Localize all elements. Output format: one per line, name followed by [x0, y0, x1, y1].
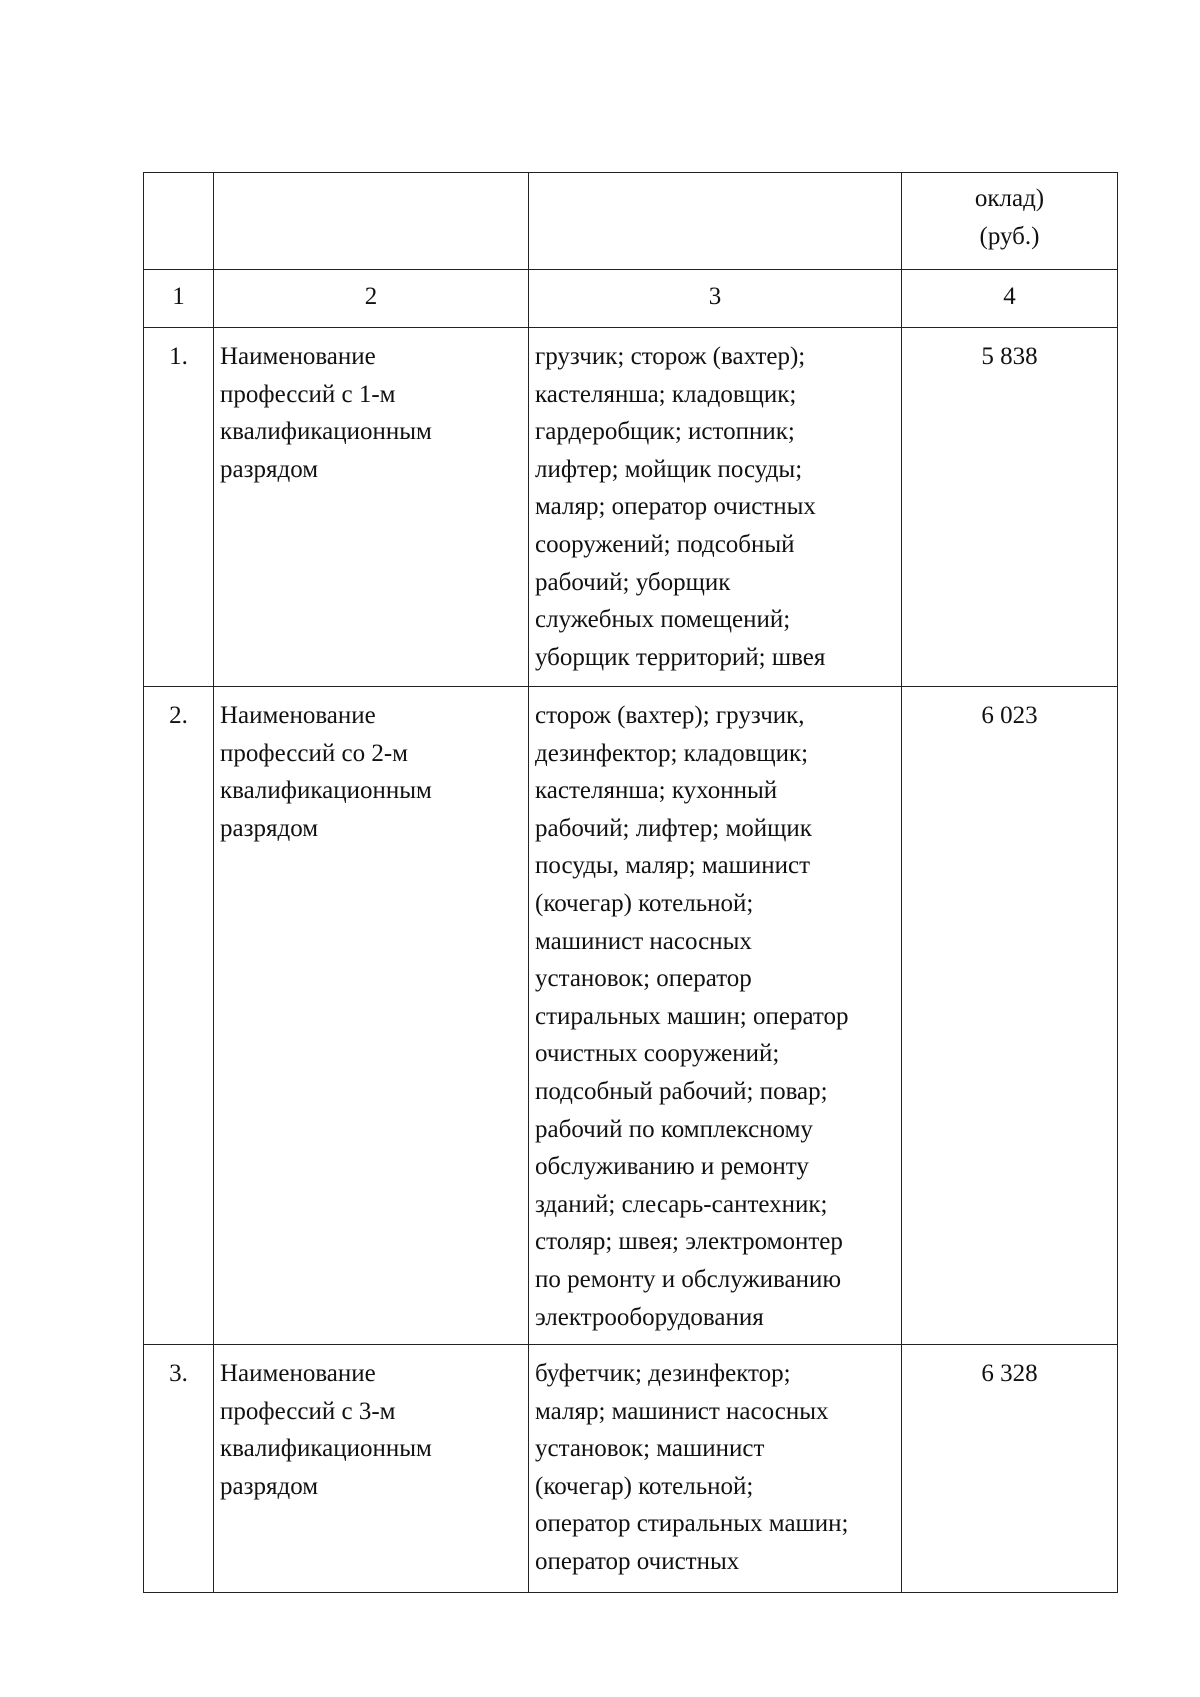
cell-text-line: оператор очистных [535, 1547, 740, 1575]
salary-value: 6 328 [902, 1345, 1118, 1593]
row-number: 1. [144, 328, 214, 687]
cell-text-line: оператор стиральных машин; [535, 1510, 849, 1538]
column-number: 4 [902, 270, 1118, 328]
qualification-group-cell [214, 328, 529, 687]
cell-text-line: рабочий по комплексному [535, 1115, 813, 1143]
table-row [144, 687, 1118, 1345]
cell-text-line: кастелянша; кладовщик; [535, 380, 797, 408]
cell-text-line: столяр; швея; электромонтер [535, 1228, 843, 1256]
row-number: 2. [144, 687, 214, 1345]
cell-text-line: дезинфектор; кладовщик; [535, 739, 809, 767]
cell-text-line: гардеробщик; истопник; [535, 418, 795, 446]
professions-cell [529, 328, 902, 687]
cell-text-line: электрооборудования [535, 1303, 764, 1331]
cell-text-line: установок; оператор [535, 965, 752, 993]
cell-text-line: сооружений; подсобный [535, 530, 795, 558]
cell-text-line: посуды, маляр; машинист [535, 852, 810, 880]
cell-text-line: квалификационным [220, 1435, 432, 1463]
cell-text-line: обслуживанию и ремонту [535, 1153, 809, 1181]
cell-text-line: очистных сооружений; [535, 1040, 780, 1068]
header-salary-line: оклад) [974, 185, 1045, 212]
cell-text-line: кастелянша; кухонный [535, 777, 778, 805]
column-number: 2 [214, 270, 529, 328]
professions-cell [529, 1345, 902, 1593]
cell-text-line: по ремонту и обслуживанию [535, 1265, 842, 1293]
cell-text-line: рабочий; уборщик [535, 568, 731, 596]
column-number: 3 [529, 270, 902, 328]
cell-text-line: стиральных машин; оператор [535, 1002, 849, 1030]
cell-text-line: сторож (вахтер); грузчик, [535, 702, 805, 729]
cell-text-line: разрядом [220, 814, 319, 842]
cell-text-line: лифтер; мойщик посуды; [535, 455, 803, 483]
cell-text-line: служебных помещений; [535, 606, 791, 634]
cell-text-line: разрядом [220, 455, 319, 483]
cell-text-line: рабочий; лифтер; мойщик [535, 814, 812, 842]
cell-text-line: квалификационным [220, 418, 432, 446]
header-cell-salary [902, 173, 1118, 270]
cell-text-line: профессий с 3-м [220, 1397, 396, 1425]
cell-text-line: буфетчик; дезинфектор; [535, 1360, 791, 1387]
cell-text-line: квалификационным [220, 777, 432, 805]
cell-text-line: подсобный рабочий; повар; [535, 1077, 828, 1105]
qualification-group-cell [214, 1345, 529, 1593]
row-number: 3. [144, 1345, 214, 1593]
cell-text-line: Наименование [220, 1360, 376, 1387]
table-header-row [144, 173, 1118, 270]
professions-cell [529, 687, 902, 1345]
cell-text-line: Наименование [220, 702, 376, 729]
cell-text-line: машинист насосных [535, 927, 752, 955]
cell-text-line: маляр; машинист насосных [535, 1397, 829, 1425]
cell-text-line: установок; машинист [535, 1435, 765, 1463]
cell-text-line: профессий со 2-м [220, 739, 408, 767]
table-row [144, 328, 1118, 687]
column-number: 1 [144, 270, 214, 328]
cell-text-line: уборщик территорий; швея [535, 643, 826, 671]
salary-table [143, 172, 1118, 1593]
header-cell-professions [529, 173, 902, 270]
qualification-group-cell [214, 687, 529, 1345]
cell-text-line: зданий; слесарь-сантехник; [535, 1190, 828, 1218]
header-salary-unit: (руб.) [979, 222, 1040, 250]
header-cell-number [144, 173, 214, 270]
column-numbers-row [144, 270, 1118, 328]
table-row [144, 1345, 1118, 1593]
cell-text-line: (кочегар) котельной; [535, 889, 754, 917]
salary-value: 6 023 [902, 687, 1118, 1345]
salary-value: 5 838 [902, 328, 1118, 687]
cell-text-line: (кочегар) котельной; [535, 1472, 754, 1500]
header-cell-group [214, 173, 529, 270]
cell-text-line: Наименование [220, 343, 376, 370]
cell-text-line: грузчик; сторож (вахтер); [535, 343, 806, 370]
cell-text-line: разрядом [220, 1472, 319, 1500]
cell-text-line: профессий с 1-м [220, 380, 396, 408]
cell-text-line: маляр; оператор очистных [535, 493, 816, 521]
